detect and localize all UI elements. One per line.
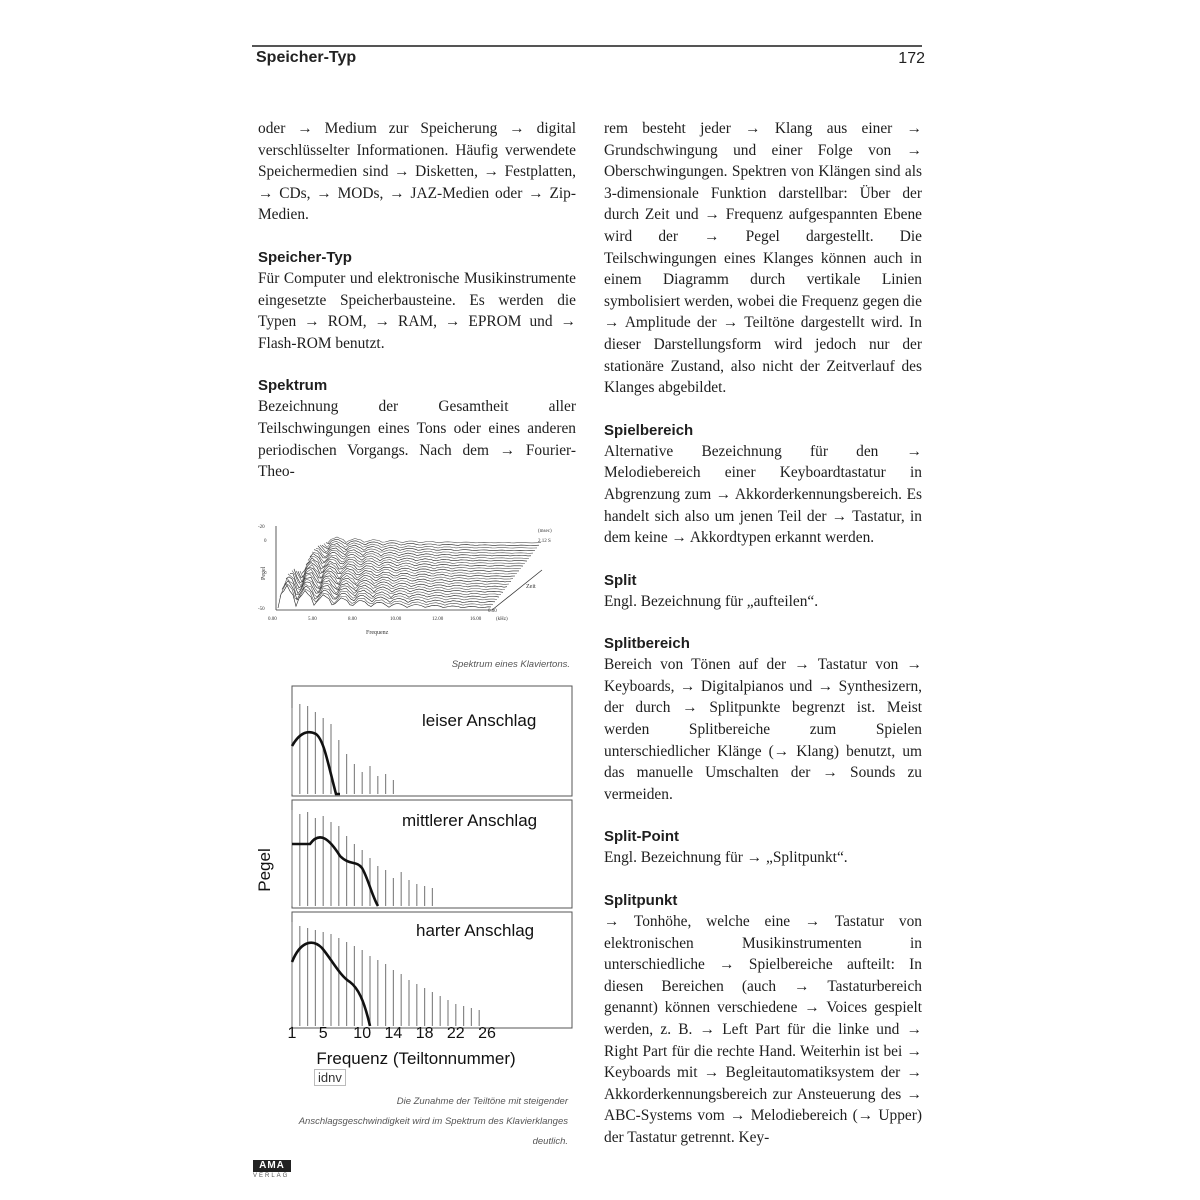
x-tick-label: 26 <box>478 1025 496 1042</box>
x-tick-label: 8.00 <box>348 617 357 622</box>
entry-spielbereich <box>604 420 922 549</box>
z-axis-label: Zeit <box>526 584 536 590</box>
x-tick-label: 22 <box>446 1025 465 1042</box>
x-tick-label: 5 <box>318 1025 328 1042</box>
panel-label: leiser Anschlag <box>422 711 537 730</box>
entry-term: Spektrum <box>258 377 328 395</box>
entry-text: Engl. Bezeichnung für „aufteilen“. <box>604 592 819 610</box>
entry-term: Splitpunkt <box>604 892 678 910</box>
entry-term: Spielbereich <box>604 421 694 439</box>
entry-text: Bezeichnung der Gesamtheit aller Teilschwingungen eines Tons oder eines anderen periodischen Vorgangs. Nach dem → Fourier-Theo- <box>258 398 576 481</box>
continued-text: oder → Medium zur Speicherung → digital verschlüsselter Informationen. Häufig verwendete Speichermedien sind → Disketten, → Festplatten, → CDs, → MODs, → JAZ-Medien oder → Zip-Medien. <box>258 120 576 224</box>
figure-caption: Die Zunahme der Teiltöne mit steigender Anschlagsgeschwindigkeit wird im Spektrum des Klavierklanges deutlich. <box>298 1096 568 1147</box>
running-head: Speicher-Typ <box>256 49 357 66</box>
z-tick-label: 2.12 S <box>538 539 551 544</box>
entry-text: Engl. Bezeichnung für → „Splitpunkt“. <box>604 849 848 867</box>
entry-split <box>604 570 922 613</box>
panel-label: mittlerer Anschlag <box>402 811 538 830</box>
x-tick-label: 5.00 <box>308 617 317 622</box>
entry-text: → Tonhöhe, welche eine → Tastatur von elektronischen Musikinstrumenten in unterschiedliche → Spielbereiche aufteilt: In diesen Bereichen (auch → Tastaturbereich genannt) können verschiedene → Voices gespielt werden, z. B. → Left Part für die linke und → Right Part für die rechte Hand. Weiterhin ist bei → Keyboards mit → Begleitautomatiksystem der → Akkorderkennungsbereich zur Ansteuerung des → ABC-Systems vom → Melodiebereich (→ Upper) der Tastatur getrennt. Key- <box>604 913 922 1146</box>
spectrum-panel-medium <box>292 800 572 908</box>
publisher-logo <box>253 1160 293 1182</box>
entry-term: Speicher-Typ <box>258 248 352 266</box>
x-unit-label: (kHz) <box>496 617 508 622</box>
y-tick-label: -50 <box>258 607 265 612</box>
x-tick-label: 14 <box>384 1025 403 1042</box>
entry-speicher-typ <box>258 247 576 354</box>
entry-splitpunkt <box>604 890 922 1149</box>
waterfall-curves <box>278 537 541 608</box>
logo-mark: AMA <box>253 1160 291 1172</box>
z-tick-label: (msec) <box>538 529 552 534</box>
logo-subtext: VERLAG <box>253 1173 290 1179</box>
y-axis-label: Pegel <box>261 566 267 580</box>
entry-text: Für Computer und elektronische Musikinstrumente eingesetzte Speicherbausteine. Es werden die Typen → ROM, → RAM, → EPROM und → Flash-ROM benutzt. <box>258 269 576 352</box>
spectrum-panel-soft <box>292 686 572 796</box>
x-tick-label: 18 <box>415 1025 434 1042</box>
y-tick-label: -20 <box>258 525 265 530</box>
entry-term: Split-Point <box>604 828 679 846</box>
y-axis-label: Pegel <box>255 848 274 892</box>
x-tick-label: 16.00 <box>470 617 482 622</box>
panel-frame <box>292 686 572 796</box>
x-axis-label: Frequenz (Teiltonnummer) <box>316 1049 516 1068</box>
entry-spektrum <box>258 375 576 482</box>
entry-term: Splitbereich <box>604 635 690 653</box>
page-number: 172 <box>898 50 925 67</box>
waterfall-curve <box>318 546 531 556</box>
x-tick-label: 0.00 <box>268 617 277 622</box>
piano-spectrum-3d-figure <box>256 518 574 648</box>
y-tick-label: 0 <box>264 539 267 544</box>
panel-label: harter Anschlag <box>416 921 535 940</box>
partial-lines <box>292 704 393 794</box>
entry-text: Alternative Bezeichnung für den → Melodiebereich einer Keyboardtastatur in Abgrenzung zum → Akkorderkennungsbereich. Es handelt sich also um jenen Teil der → Tastatur, in dem keine → Akkordtypen erkannt werden. <box>604 442 922 547</box>
waterfall-curve <box>304 560 517 574</box>
partial-tone-spectra-figure <box>254 684 584 1074</box>
x-axis-label: Frequenz <box>366 630 389 636</box>
right-column <box>604 118 922 1149</box>
header-rule <box>252 45 922 47</box>
spectrum-panel-hard <box>292 912 572 1028</box>
entry-splitbereich <box>604 633 922 805</box>
image-credit: idnv <box>314 1069 346 1086</box>
entry-text: Bereich von Tönen auf der → Tastatur von → Keyboards, → Digitalpianos und → Synthesizern, der durch → Splitpunkte begrenzt ist. Meist werden Splitbereiche zum Spielen unterschiedlicher Klänge (→ Klang) benutzt, um das manuelle Umschalten der → Sounds zu vermeiden. <box>604 656 922 803</box>
x-tick-label: 10 <box>353 1025 372 1042</box>
waterfall-curve <box>278 585 491 608</box>
figure-caption: Spektrum eines Klaviertons. <box>451 659 570 670</box>
waterfall-curve <box>328 537 541 543</box>
entry-term: Split <box>604 571 637 589</box>
entry-split-point <box>604 826 922 869</box>
waterfall-curve <box>298 568 511 582</box>
left-column <box>258 118 576 483</box>
x-tick-label: 1 <box>287 1025 297 1042</box>
x-tick-label: 12.00 <box>432 617 444 622</box>
continued-text: rem besteht jeder → Klang aus einer → Grundschwingung und einer Folge von → Oberschwingungen. Spektren von Klängen sind als 3-dimensionale Funktion darstellbar: Über der durch Zeit und → Frequenz aufgespannten Ebene wird der → Pegel dargestellt. Die Teilschwingungen eines Klanges können auch in einem Diagramm durch vertikale Linien symbolisiert werden, wobei die Frequenz gegen die → Amplitude der → Teiltöne dargestellt wird. In dieser Darstellungsform wird jedoch nur der stationäre Zustand, also nicht der Zeitverlauf des Klanges abgebildet. <box>604 120 922 397</box>
x-tick-label: 10.00 <box>390 617 402 622</box>
waterfall-curve <box>296 569 509 584</box>
envelope-curve <box>292 837 378 906</box>
z-tick-label: 0.00 <box>488 609 497 614</box>
waterfall-curve <box>302 563 515 577</box>
